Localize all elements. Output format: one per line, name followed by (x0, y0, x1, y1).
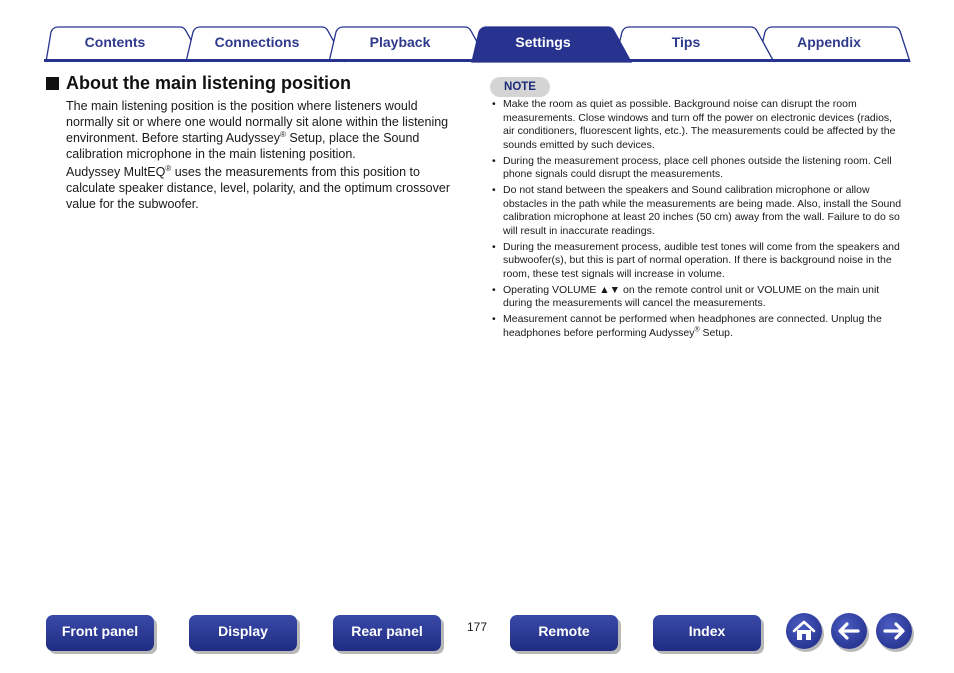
tab-contents[interactable]: Contents (84, 34, 146, 50)
bullet: • (492, 184, 496, 196)
paragraph-multeq (66, 164, 461, 212)
paragraph-text: Audyssey MultEQ (66, 165, 166, 179)
front-panel-button[interactable]: Front panel (46, 615, 154, 651)
bullet: • (492, 313, 496, 325)
tab-tips[interactable]: Tips (671, 34, 701, 50)
tab-settings[interactable]: Settings (515, 34, 571, 50)
note-list (492, 98, 906, 343)
list-item (492, 241, 906, 282)
note-text: Setup. (699, 326, 733, 339)
section-title: About the main listening position (66, 72, 351, 93)
tab-outlines (0, 0, 954, 64)
bullet: • (492, 154, 496, 167)
note-text: During the measurement process, place cell phones outside the listening room. Cell phone signals could disrupt the measurements. (503, 154, 892, 180)
square-bullet-icon (46, 77, 59, 90)
tab-connections[interactable]: Connections (214, 34, 300, 50)
back-button[interactable] (831, 613, 867, 649)
note-text: Make the room as quiet as possible. Background noise can disrupt the room measurements. Close windows and turn off the power on electronic devices (radios, air conditioners, fluorescent lights, etc.). The measurements could be affected by the sounds emitted by such devices. (503, 98, 896, 151)
paragraph-main-position (66, 98, 461, 162)
bullet: • (492, 240, 496, 253)
registered-mark: ® (694, 326, 700, 333)
home-button[interactable] (786, 613, 822, 649)
registered-mark: ® (165, 163, 172, 173)
page-number: 177 (466, 620, 488, 634)
section-body (66, 98, 461, 214)
note-text: Measurement cannot be performed when headphones are connected. Unplug the headphones before performing Audyssey (503, 313, 882, 339)
note-text: During the measurement process, audible test tones will come from the speakers and subwoofer(s), but this is part of normal operation. If there is background noise in the room, these test signals will increase in volume. (503, 240, 900, 280)
note-text: Operating VOLUME ▲▼ on the remote control unit or VOLUME on the main unit during the measurements will cancel the measurements. (503, 283, 880, 309)
tab-playback[interactable]: Playback (369, 34, 431, 50)
tab-appendix[interactable]: Appendix (797, 34, 861, 50)
display-button[interactable]: Display (189, 615, 297, 651)
paragraph-text: uses the measurements from this position to calculate speaker distance, level, polarity, and the optimum crossover value for the subwoofer. (66, 165, 450, 211)
tab-bar (0, 0, 954, 64)
remote-button[interactable]: Remote (510, 615, 618, 651)
tab-baseline (44, 59, 910, 62)
note-text: Do not stand between the speakers and Sound calibration microphone or allow obstacles in the path while the measurements are being made. Also, install the Sound calibration microphone at least 20 inches (50 cm) away from the wall. Failure to do so will result in inaccurate readings. (503, 184, 902, 237)
rear-panel-button[interactable]: Rear panel (333, 615, 441, 651)
arrow-left-icon (831, 613, 867, 649)
list-item (492, 98, 906, 152)
list-item (492, 284, 906, 311)
list-item (492, 155, 906, 182)
index-button[interactable]: Index (653, 615, 761, 651)
home-icon (786, 613, 822, 649)
section-heading (46, 72, 351, 94)
note-badge: NOTE (490, 77, 550, 97)
paragraph-text: The main listening position is the position where listeners would normally sit or where one would normally sit alone within the listening environment. Before starting Audyssey (66, 99, 449, 145)
arrow-right-icon (876, 613, 912, 649)
bullet: • (492, 98, 496, 110)
forward-button[interactable] (876, 613, 912, 649)
paragraph-text: Setup, place the Sound calibration microphone in the main listening position. (66, 131, 420, 161)
registered-mark: ® (280, 129, 286, 139)
bullet: • (492, 283, 496, 296)
list-item (492, 184, 906, 238)
list-item (492, 313, 906, 340)
